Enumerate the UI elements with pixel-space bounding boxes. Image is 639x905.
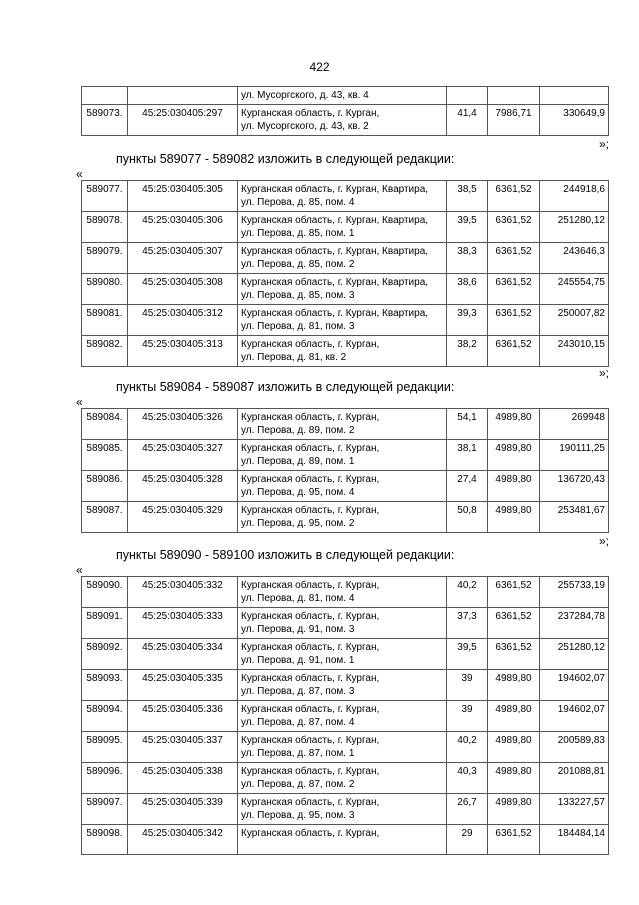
address xyxy=(238,577,447,608)
address-line: ул. Перова, д. 85, пом. 2 xyxy=(241,259,355,270)
area: 39,5 xyxy=(447,639,488,670)
price xyxy=(488,87,540,105)
address-line: Курганская область, г. Курган, xyxy=(241,108,380,119)
section-instruction: пункты 589084 - 589087 изложить в следующей редакции: xyxy=(116,380,455,394)
row-number: 589082. xyxy=(82,336,128,367)
address xyxy=(238,181,447,212)
area: 38,6 xyxy=(447,274,488,305)
total: 251280,12 xyxy=(540,212,609,243)
address-line: ул. Мусоргского, д. 43, кв. 2 xyxy=(241,121,369,132)
address-line: ул. Перова, д. 81, пом. 4 xyxy=(241,593,355,604)
address-line: Курганская область, г. Курган, xyxy=(241,611,380,622)
address-line: ул. Перова, д. 85, пом. 1 xyxy=(241,228,355,239)
address xyxy=(238,243,447,274)
cadastral-number: 45:25:030405:335 xyxy=(128,670,238,701)
row-number: 589087. xyxy=(82,502,128,533)
cadastral-number: 45:25:030405:326 xyxy=(128,409,238,440)
address-line: Курганская область, г. Курган, xyxy=(241,673,380,684)
address xyxy=(238,608,447,639)
address xyxy=(238,670,447,701)
cadastral-number: 45:25:030405:307 xyxy=(128,243,238,274)
section-table xyxy=(81,408,609,533)
table-row xyxy=(82,670,609,701)
cadastral-number: 45:25:030405:328 xyxy=(128,471,238,502)
area: 38,3 xyxy=(447,243,488,274)
price: 6361,52 xyxy=(488,336,540,367)
price: 6361,52 xyxy=(488,181,540,212)
section-instruction: пункты 589090 - 589100 изложить в следующей редакции: xyxy=(116,548,455,562)
cadastral-number: 45:25:030405:329 xyxy=(128,502,238,533)
area: 38,1 xyxy=(447,440,488,471)
price: 4989,80 xyxy=(488,440,540,471)
table-row xyxy=(82,794,609,825)
table-row xyxy=(82,825,609,855)
address-line: ул. Перова, д. 95, пом. 4 xyxy=(241,487,355,498)
price: 4989,80 xyxy=(488,763,540,794)
cadastral-number: 45:25:030405:327 xyxy=(128,440,238,471)
area: 38,5 xyxy=(447,181,488,212)
price: 6361,52 xyxy=(488,305,540,336)
address xyxy=(238,409,447,440)
total: 194602,07 xyxy=(540,670,609,701)
row-number: 589090. xyxy=(82,577,128,608)
cadastral-number: 45:25:030405:336 xyxy=(128,701,238,732)
row-number: 589095. xyxy=(82,732,128,763)
address-line: ул. Перова, д. 81, пом. 3 xyxy=(241,321,355,332)
total: 201088,81 xyxy=(540,763,609,794)
address xyxy=(238,212,447,243)
total: 133227,57 xyxy=(540,794,609,825)
address-line: ул. Перова, д. 87, пом. 4 xyxy=(241,717,355,728)
address-line: ул. Перова, д. 95, пом. 3 xyxy=(241,810,355,821)
address-line: ул. Перова, д. 87, пом. 3 xyxy=(241,686,355,697)
table-row xyxy=(82,608,609,639)
area: 40,2 xyxy=(447,732,488,763)
address xyxy=(238,471,447,502)
table-row xyxy=(82,502,609,533)
row-number: 589080. xyxy=(82,274,128,305)
price: 6361,52 xyxy=(488,825,540,855)
row-number: 589091. xyxy=(82,608,128,639)
closing-quote: »; xyxy=(598,534,609,548)
address-line: ул. Перова, д. 89, пом. 1 xyxy=(241,456,355,467)
cadastral-number: 45:25:030405:308 xyxy=(128,274,238,305)
table-row xyxy=(82,87,609,105)
table-row xyxy=(82,763,609,794)
total: 250007,82 xyxy=(540,305,609,336)
cadastral-number: 45:25:030405:297 xyxy=(128,105,238,136)
total: 184484,14 xyxy=(540,825,609,855)
address-line: Курганская область, г. Курган, Квартира, xyxy=(241,184,429,195)
address-line: Курганская область, г. Курган, Квартира, xyxy=(241,277,429,288)
section-table xyxy=(81,180,609,367)
address-line: Курганская область, г. Курган, xyxy=(241,339,380,350)
area: 39 xyxy=(447,701,488,732)
opening-quote: « xyxy=(76,563,83,577)
total: 255733,19 xyxy=(540,577,609,608)
total: 251280,12 xyxy=(540,639,609,670)
page-number: 422 xyxy=(309,60,330,74)
total: 237284,78 xyxy=(540,608,609,639)
total: 245554,75 xyxy=(540,274,609,305)
cadastral-number: 45:25:030405:334 xyxy=(128,639,238,670)
table-row xyxy=(82,701,609,732)
total: 244918,6 xyxy=(540,181,609,212)
address-line: ул. Мусоргского, д. 43, кв. 4 xyxy=(241,90,369,101)
opening-quote: « xyxy=(76,167,83,181)
address xyxy=(238,639,447,670)
area: 39,5 xyxy=(447,212,488,243)
row-number: 589093. xyxy=(82,670,128,701)
address-line: Курганская область, г. Курган, Квартира, xyxy=(241,215,429,226)
address xyxy=(238,440,447,471)
address-line: Курганская область, г. Курган, xyxy=(241,735,380,746)
address-line: ул. Перова, д. 95, пом. 2 xyxy=(241,518,355,529)
total: 194602,07 xyxy=(540,701,609,732)
row-number: 589078. xyxy=(82,212,128,243)
cadastral-number: 45:25:030405:342 xyxy=(128,825,238,855)
area xyxy=(447,87,488,105)
cadastral-number: 45:25:030405:338 xyxy=(128,763,238,794)
address-line: Курганская область, г. Курган, xyxy=(241,766,380,777)
total: 330649,9 xyxy=(540,105,609,136)
cadastral-number: 45:25:030405:312 xyxy=(128,305,238,336)
price: 4989,80 xyxy=(488,794,540,825)
price: 6361,52 xyxy=(488,577,540,608)
row-number: 589086. xyxy=(82,471,128,502)
price: 7986,71 xyxy=(488,105,540,136)
address-line: ул. Перова, д. 87, пом. 1 xyxy=(241,748,355,759)
total: 190111,25 xyxy=(540,440,609,471)
area: 37,3 xyxy=(447,608,488,639)
table-row xyxy=(82,181,609,212)
address-line: Курганская область, г. Курган, xyxy=(241,412,380,423)
address xyxy=(238,336,447,367)
total: 243010,15 xyxy=(540,336,609,367)
area: 27,4 xyxy=(447,471,488,502)
area: 29 xyxy=(447,825,488,855)
address-line: ул. Перова, д. 91, пом. 3 xyxy=(241,624,355,635)
address-line: Курганская область, г. Курган, xyxy=(241,580,380,591)
price: 6361,52 xyxy=(488,639,540,670)
price: 4989,80 xyxy=(488,502,540,533)
closing-quote: »; xyxy=(598,137,609,151)
row-number: 589094. xyxy=(82,701,128,732)
address xyxy=(238,763,447,794)
closing-quote: »; xyxy=(598,366,609,380)
row-number: 589098. xyxy=(82,825,128,855)
address xyxy=(238,732,447,763)
price: 4989,80 xyxy=(488,409,540,440)
row-number: 589097. xyxy=(82,794,128,825)
price: 6361,52 xyxy=(488,212,540,243)
address xyxy=(238,502,447,533)
address-line: ул. Перова, д. 85, пом. 3 xyxy=(241,290,355,301)
price: 4989,80 xyxy=(488,471,540,502)
price: 4989,80 xyxy=(488,701,540,732)
row-number: 589077. xyxy=(82,181,128,212)
table-row xyxy=(82,274,609,305)
price: 6361,52 xyxy=(488,274,540,305)
address-line: ул. Перова, д. 85, пом. 4 xyxy=(241,197,355,208)
address-line: Курганская область, г. Курган, xyxy=(241,704,380,715)
area: 40,3 xyxy=(447,763,488,794)
row-number: 589085. xyxy=(82,440,128,471)
cadastral-number xyxy=(128,87,238,105)
price: 4989,80 xyxy=(488,732,540,763)
table-row xyxy=(82,639,609,670)
table-row xyxy=(82,305,609,336)
address-line: Курганская область, г. Курган, xyxy=(241,505,380,516)
cadastral-number: 45:25:030405:333 xyxy=(128,608,238,639)
row-number: 589084. xyxy=(82,409,128,440)
total: 253481,67 xyxy=(540,502,609,533)
price: 6361,52 xyxy=(488,608,540,639)
address xyxy=(238,105,447,136)
cadastral-number: 45:25:030405:313 xyxy=(128,336,238,367)
area: 26,7 xyxy=(447,794,488,825)
address-line: ул. Перова, д. 89, пом. 2 xyxy=(241,425,355,436)
area: 39 xyxy=(447,670,488,701)
opening-quote: « xyxy=(76,395,83,409)
row-number: 589079. xyxy=(82,243,128,274)
cadastral-number: 45:25:030405:337 xyxy=(128,732,238,763)
address xyxy=(238,274,447,305)
address xyxy=(238,87,447,105)
table-row xyxy=(82,471,609,502)
section-table xyxy=(81,576,609,855)
cadastral-number: 45:25:030405:306 xyxy=(128,212,238,243)
table-row xyxy=(82,440,609,471)
address-line: Курганская область, г. Курган, Квартира, xyxy=(241,308,429,319)
address-line: ул. Перова, д. 87, пом. 2 xyxy=(241,779,355,790)
total xyxy=(540,87,609,105)
address-line: ул. Перова, д. 81, кв. 2 xyxy=(241,352,347,363)
total: 136720,43 xyxy=(540,471,609,502)
table-row xyxy=(82,105,609,136)
address xyxy=(238,701,447,732)
area: 50,8 xyxy=(447,502,488,533)
section-instruction: пункты 589077 - 589082 изложить в следующей редакции: xyxy=(116,152,455,166)
address-line: ул. Перова, д. 91, пом. 1 xyxy=(241,655,355,666)
price: 4989,80 xyxy=(488,670,540,701)
row-number: 589073. xyxy=(82,105,128,136)
area: 40,2 xyxy=(447,577,488,608)
address xyxy=(238,794,447,825)
total: 243646,3 xyxy=(540,243,609,274)
total: 269948 xyxy=(540,409,609,440)
area: 41,4 xyxy=(447,105,488,136)
top-table xyxy=(81,86,609,136)
row-number: 589092. xyxy=(82,639,128,670)
table-row xyxy=(82,243,609,274)
area: 38,2 xyxy=(447,336,488,367)
cadastral-number: 45:25:030405:339 xyxy=(128,794,238,825)
address xyxy=(238,305,447,336)
table-row xyxy=(82,577,609,608)
address-line: Курганская область, г. Курган, xyxy=(241,828,380,839)
address-line: Курганская область, г. Курган, xyxy=(241,474,380,485)
address-line: Курганская область, г. Курган, xyxy=(241,443,380,454)
address xyxy=(238,825,447,855)
total: 200589,83 xyxy=(540,732,609,763)
table-row xyxy=(82,732,609,763)
table-row xyxy=(82,336,609,367)
area: 39,3 xyxy=(447,305,488,336)
table-row xyxy=(82,409,609,440)
price: 6361,52 xyxy=(488,243,540,274)
row-number: 589096. xyxy=(82,763,128,794)
table-row xyxy=(82,212,609,243)
row-number: 589081. xyxy=(82,305,128,336)
cadastral-number: 45:25:030405:332 xyxy=(128,577,238,608)
address-line: Курганская область, г. Курган, Квартира, xyxy=(241,246,429,257)
address-line: Курганская область, г. Курган, xyxy=(241,642,380,653)
address-line: Курганская область, г. Курган, xyxy=(241,797,380,808)
area: 54,1 xyxy=(447,409,488,440)
cadastral-number: 45:25:030405:305 xyxy=(128,181,238,212)
row-number xyxy=(82,87,128,105)
